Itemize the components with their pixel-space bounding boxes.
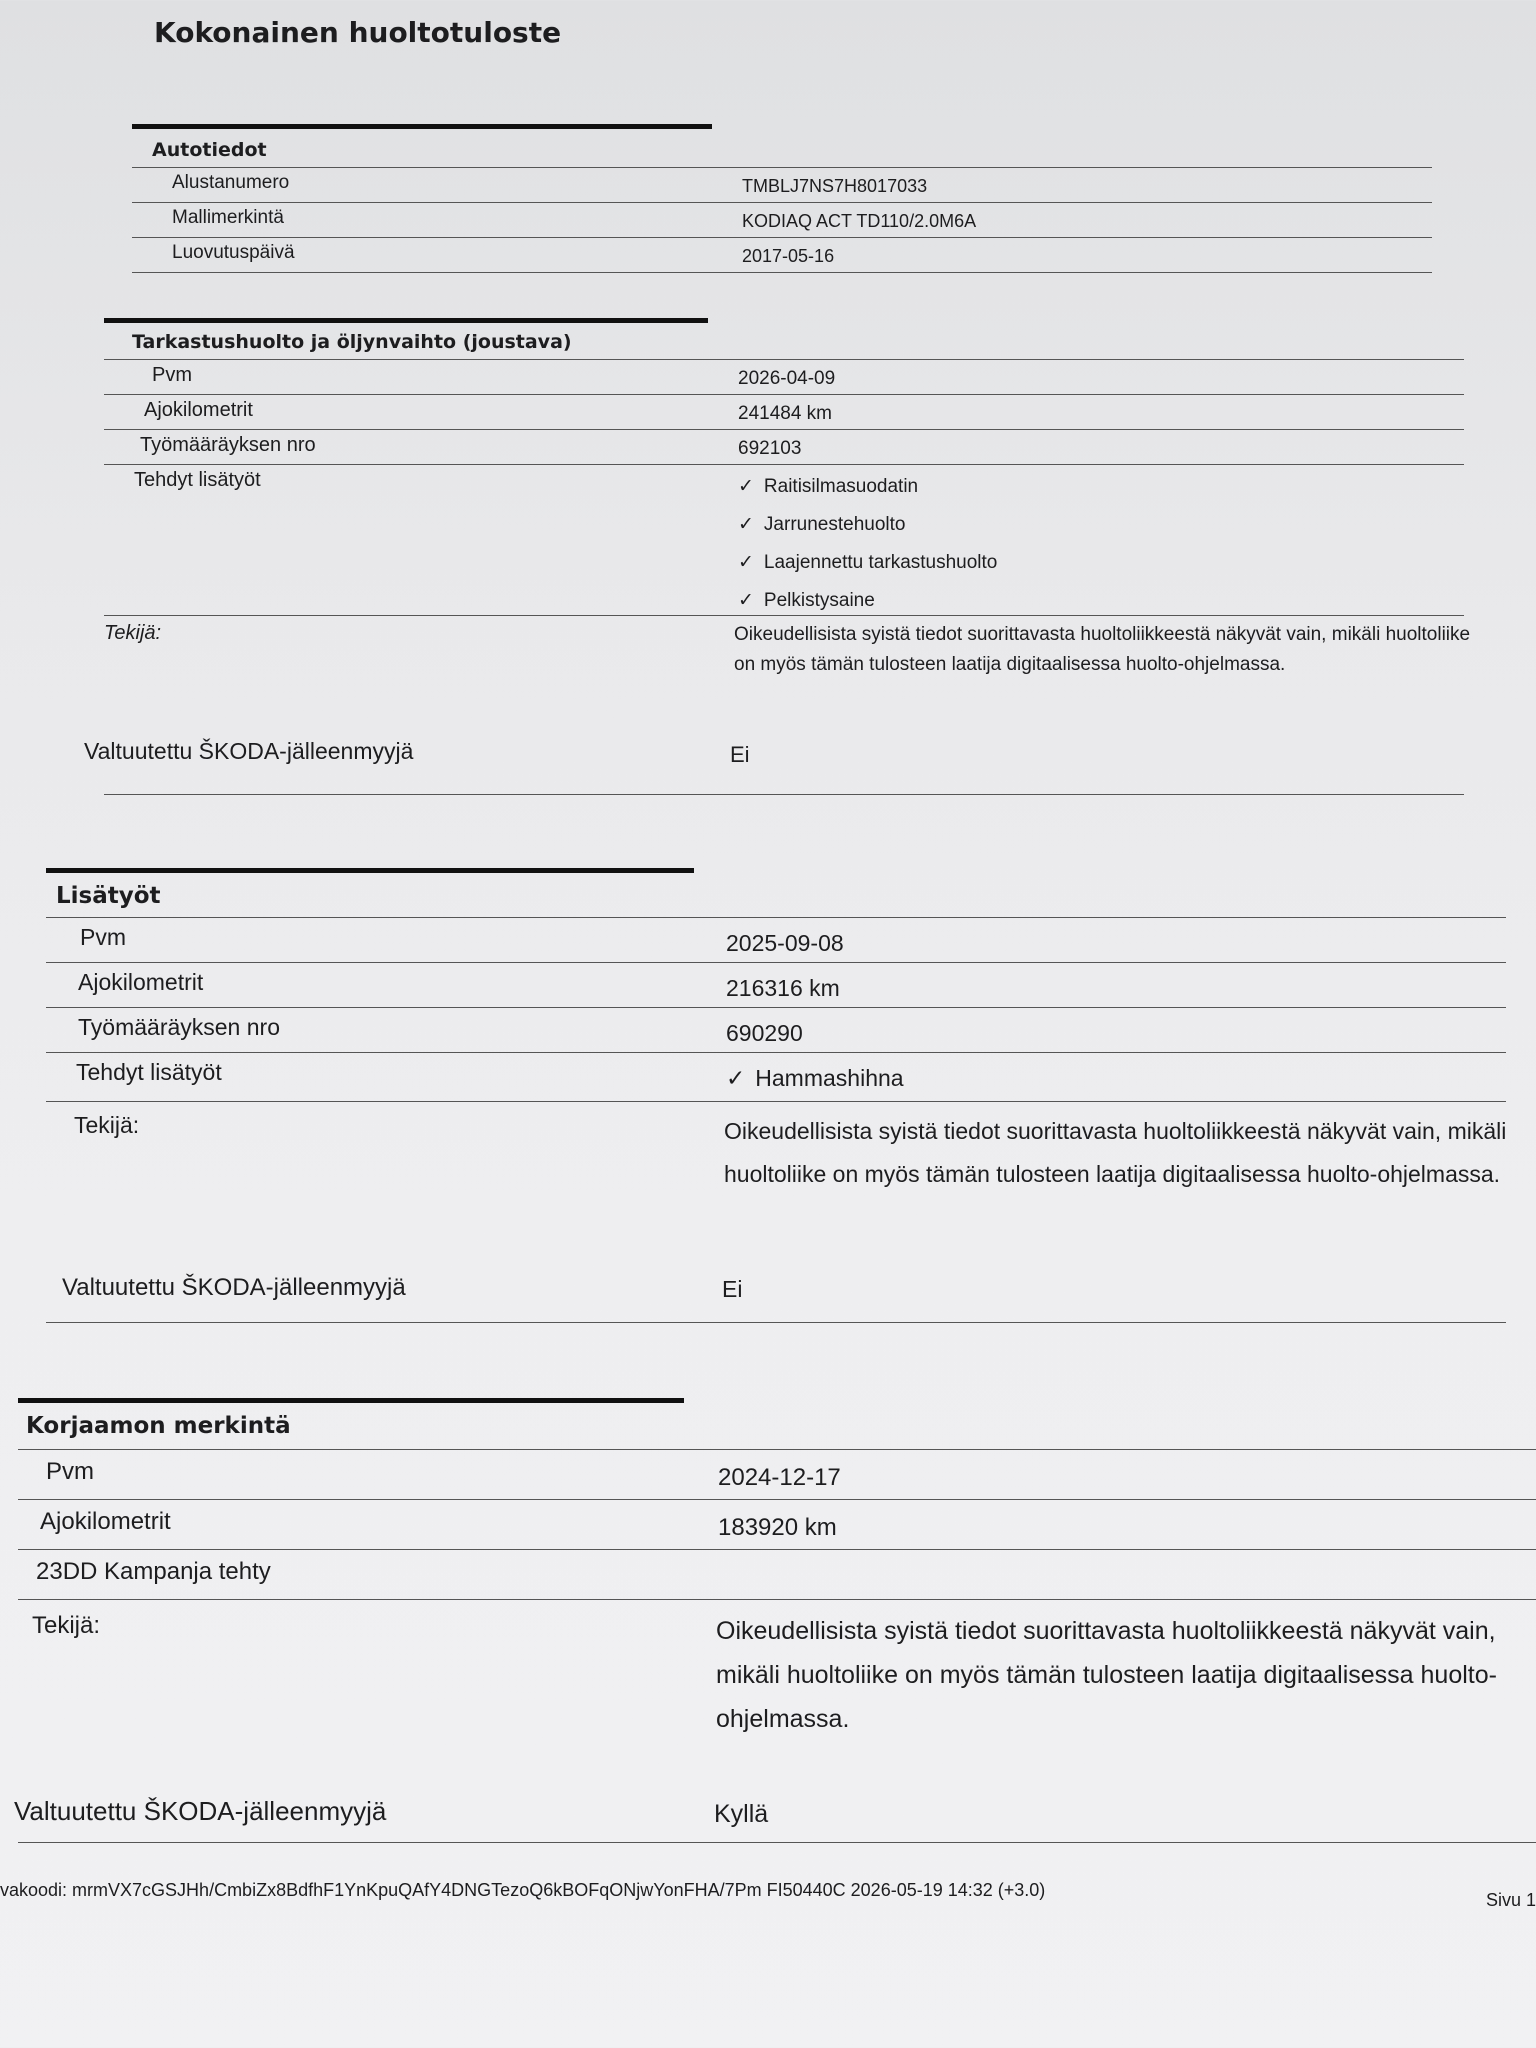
inspection-section: [84, 318, 1471, 795]
section-title: Tarkastushuolto ja öljynvaihto (joustava): [104, 323, 1464, 360]
delivery-date-row: [132, 238, 1432, 273]
extra-item-label: Laajennettu tarkastushuolto: [763, 552, 998, 573]
vin-label: Alustanumero: [172, 172, 290, 193]
mileage-value: 216316 km: [726, 975, 840, 1001]
maker-label: Tekijä:: [104, 622, 162, 644]
date-row: [18, 1450, 1536, 1500]
work-order-value: 692103: [738, 438, 802, 459]
date-label: Pvm: [80, 924, 126, 950]
work-order-value: 690290: [726, 1020, 803, 1046]
date-label: Pvm: [46, 1458, 94, 1485]
dealer-row: [84, 726, 1464, 795]
mileage-row: [18, 1500, 1536, 1550]
extra-item-label: Raitisilmasuodatin: [763, 476, 919, 497]
campaign-label: 23DD Kampanja tehty: [36, 1558, 271, 1585]
dealer-label: Valtuutettu ŠKODA-jälleenmyyjä: [84, 738, 414, 764]
check-icon: ✓: [738, 476, 754, 497]
maker-note: Oikeudellisista syistä tiedot suorittavasta huoltoliikkeestä näkyvät vain, mikäli huoltoliike on myös tämän tulosteen laatija digitaalisessa huolto-ohjelmassa.: [716, 1617, 1497, 1733]
vehicle-section: [132, 124, 1432, 273]
work-order-label: Työmääräyksen nro: [140, 434, 316, 456]
delivery-date-label: Luovutuspäivä: [172, 242, 295, 263]
delivery-date-value: 2017-05-16: [742, 246, 835, 266]
extra-item-label: Jarrunestehuolto: [763, 514, 906, 535]
section-title: Autotiedot: [132, 129, 1432, 168]
extras-list: [738, 475, 997, 627]
extras-label: Tehdyt lisätyöt: [76, 1059, 222, 1085]
extra-item-label: Pelkistysaine: [763, 590, 875, 611]
extras-list: [726, 1065, 904, 1092]
dealer-label: Valtuutettu ŠKODA-jälleenmyyjä: [14, 1796, 387, 1826]
mileage-label: Ajokilometrit: [78, 969, 204, 995]
maker-label: Tekijä:: [32, 1612, 101, 1639]
dealer-value: Ei: [722, 1276, 743, 1302]
maker-note: Oikeudellisista syistä tiedot suorittavasta huoltoliikkeestä näkyvät vain, mikäli huoltoliike on myös tämän tulosteen laatija digitaalisessa huolto-ohjelmassa.: [724, 1118, 1507, 1187]
maker-note: Oikeudellisista syistä tiedot suorittavasta huoltoliikkeestä näkyvät vain, mikäli huoltoliike on myös tämän tulosteen laatija digitaalisessa huolto-ohjelmassa.: [734, 624, 1471, 676]
dealer-value: Kyllä: [714, 1800, 769, 1828]
maker-row: [46, 1102, 1506, 1252]
date-row: [104, 360, 1464, 395]
section-title: Korjaamon merkintä: [18, 1403, 1536, 1450]
date-value: 2026-04-09: [738, 368, 836, 389]
mileage-label: Ajokilometrit: [40, 1508, 171, 1535]
workshop-entry-section: [14, 1398, 1536, 1843]
vin-value: TMBLJ7NS7H8017033: [742, 176, 928, 196]
mileage-label: Ajokilometrit: [144, 399, 253, 421]
check-icon: ✓: [738, 590, 754, 611]
maker-row: [104, 616, 1471, 726]
verification-code: vakoodi: mrmVX7cGSJHh/CmbiZx8BdfhF1YnKpuQAfY4DNGTezoQ6kBOFqONjwYonFHA/7Pm FI50440C 2026-05-19 14:32 (+3.0): [0, 1880, 1046, 1900]
check-icon: ✓: [738, 552, 754, 573]
maker-row: [18, 1600, 1536, 1770]
work-order-row: [46, 1008, 1506, 1053]
dealer-label: Valtuutettu ŠKODA-jälleenmyyjä: [62, 1274, 406, 1301]
section-title: Lisätyöt: [46, 873, 1506, 918]
campaign-row: [18, 1550, 1536, 1600]
vin-row: [132, 168, 1432, 203]
mileage-value: 241484 km: [738, 403, 833, 424]
date-value: 2024-12-17: [718, 1464, 841, 1491]
dealer-row: [46, 1252, 1506, 1323]
model-label: Mallimerkintä: [172, 207, 284, 228]
page-number: Sivu 1: [1485, 1890, 1536, 1910]
date-value: 2025-09-08: [726, 930, 844, 956]
check-icon: ✓: [726, 1065, 746, 1091]
model-value: KODIAQ ACT TD110/2.0M6A: [742, 211, 977, 231]
model-row: [132, 203, 1432, 238]
extras-label: Tehdyt lisätyöt: [134, 469, 261, 491]
date-row: [46, 918, 1506, 963]
dealer-value: Ei: [730, 742, 750, 767]
work-order-row: [104, 430, 1464, 465]
document-title: Kokonainen huoltotuloste: [154, 16, 562, 49]
mileage-value: 183920 km: [718, 1514, 837, 1541]
mileage-row: [46, 963, 1506, 1008]
additional-work-section: [46, 868, 1506, 1323]
list-item: [726, 1065, 904, 1092]
list-item: [738, 475, 997, 513]
extra-item-label: Hammashihna: [755, 1065, 904, 1091]
dealer-row: [14, 1770, 1536, 1843]
extras-row: [104, 465, 1464, 616]
list-item: [738, 513, 997, 551]
list-item: [738, 551, 997, 589]
maker-label: Tekijä:: [74, 1112, 140, 1138]
mileage-row: [104, 395, 1464, 430]
check-icon: ✓: [738, 514, 754, 535]
extras-row: [46, 1053, 1506, 1102]
date-label: Pvm: [152, 364, 192, 386]
work-order-label: Työmääräyksen nro: [78, 1014, 280, 1040]
